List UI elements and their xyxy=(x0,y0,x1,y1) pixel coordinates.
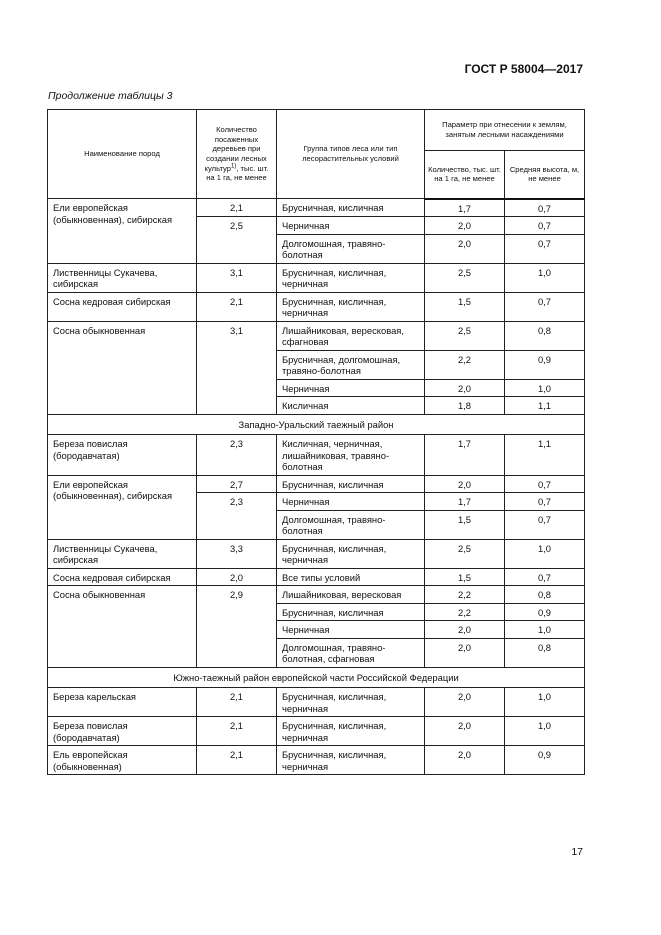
species-cell: Сосна обыкновенная xyxy=(48,321,197,414)
forest-type-cell: Брусничная, кисличная, черничная xyxy=(277,263,425,292)
region-row xyxy=(48,414,585,435)
qty-cell: 2,2 xyxy=(425,586,505,604)
qty-cell: 2,0 xyxy=(425,475,505,493)
height-cell: 0,8 xyxy=(505,638,585,667)
header-param-height: Средняя высота, м, не менее xyxy=(505,151,585,199)
header-count-unit: , тыс. шт. на 1 га, не менее xyxy=(206,163,269,183)
table-row xyxy=(48,292,585,321)
forest-type-cell: Лишайниковая, вересковая xyxy=(277,586,425,604)
forest-type-cell: Все типы условий xyxy=(277,568,425,586)
footnote-marker: 1) xyxy=(230,163,237,170)
species-cell: Лиственницы Сукачева, сибирская xyxy=(48,539,197,568)
table-body xyxy=(48,199,585,775)
forest-type-cell: Брусничная, кисличная, черничная xyxy=(277,539,425,568)
forest-type-cell: Брусничная, кисличная xyxy=(277,603,425,621)
qty-cell: 1,8 xyxy=(425,397,505,415)
count-cell: 2,1 xyxy=(197,292,277,321)
header-species: Наименование пород xyxy=(48,110,197,199)
species-cell: Береза карельская xyxy=(48,688,197,717)
qty-cell: 2,2 xyxy=(425,603,505,621)
forest-type-cell: Брусничная, кисличная, черничная xyxy=(277,688,425,717)
species-table xyxy=(47,109,585,775)
qty-cell: 2,0 xyxy=(425,621,505,639)
qty-cell: 2,5 xyxy=(425,263,505,292)
height-cell: 0,7 xyxy=(505,510,585,539)
page-number: 17 xyxy=(571,846,583,858)
table-caption: Продолжение таблицы 3 xyxy=(48,90,173,102)
table-row xyxy=(48,688,585,717)
count-cell: 2,1 xyxy=(197,199,277,217)
height-cell: 0,7 xyxy=(505,234,585,263)
table-row xyxy=(48,199,585,217)
height-cell: 0,7 xyxy=(505,475,585,493)
height-cell: 0,8 xyxy=(505,321,585,350)
qty-cell: 1,7 xyxy=(425,435,505,476)
qty-cell: 2,0 xyxy=(425,638,505,667)
forest-type-cell: Черничная xyxy=(277,217,425,235)
qty-cell: 1,5 xyxy=(425,510,505,539)
forest-type-cell: Кисличная xyxy=(277,397,425,415)
height-cell: 0,7 xyxy=(505,292,585,321)
count-cell: 2,3 xyxy=(197,493,277,540)
count-cell: 2,5 xyxy=(197,217,277,264)
height-cell: 1,0 xyxy=(505,621,585,639)
count-cell: 3,3 xyxy=(197,539,277,568)
qty-cell: 2,0 xyxy=(425,379,505,397)
height-cell: 0,9 xyxy=(505,746,585,775)
height-cell: 0,9 xyxy=(505,603,585,621)
count-cell: 2,1 xyxy=(197,688,277,717)
table-row xyxy=(48,586,585,604)
standard-number: ГОСТ Р 58004—2017 xyxy=(464,62,583,76)
table-row xyxy=(48,539,585,568)
height-cell: 0,7 xyxy=(505,493,585,511)
qty-cell: 2,5 xyxy=(425,321,505,350)
qty-cell: 2,0 xyxy=(425,688,505,717)
forest-type-cell: Брусничная, долгомошная, травяно-болотная xyxy=(277,350,425,379)
species-cell: Ели европейская (обыкновенная), сибирская xyxy=(48,475,197,539)
table-row xyxy=(48,746,585,775)
qty-cell: 2,0 xyxy=(425,717,505,746)
height-cell: 1,0 xyxy=(505,263,585,292)
qty-cell: 1,5 xyxy=(425,568,505,586)
table-row xyxy=(48,568,585,586)
forest-type-cell: Лишайниковая, вересковая, сфагновая xyxy=(277,321,425,350)
height-cell: 0,7 xyxy=(505,568,585,586)
header-count-text: Количество посаженных деревьев при создании лесных культур xyxy=(204,125,267,173)
table-row xyxy=(48,321,585,350)
header-count xyxy=(197,110,277,199)
count-cell: 2,1 xyxy=(197,717,277,746)
count-cell: 2,7 xyxy=(197,475,277,493)
forest-type-cell: Долгомошная, травяно-болотная xyxy=(277,234,425,263)
species-cell: Лиственницы Сукачева, сибирская xyxy=(48,263,197,292)
region-row xyxy=(48,667,585,688)
height-cell: 1,0 xyxy=(505,539,585,568)
forest-type-cell: Кисличная, черничная, лишайниковая, травяно-болотная xyxy=(277,435,425,476)
qty-cell: 2,2 xyxy=(425,350,505,379)
height-cell: 1,0 xyxy=(505,717,585,746)
species-cell: Сосна кедровая сибирская xyxy=(48,568,197,586)
forest-type-cell: Брусничная, кисличная xyxy=(277,475,425,493)
height-cell: 1,1 xyxy=(505,435,585,476)
count-cell: 3,1 xyxy=(197,263,277,292)
forest-type-cell: Черничная xyxy=(277,379,425,397)
qty-cell: 2,0 xyxy=(425,746,505,775)
region-title: Южно-таежный район европейской части Российской Федерации xyxy=(48,667,585,688)
height-cell: 0,9 xyxy=(505,350,585,379)
forest-type-cell: Брусничная, кисличная xyxy=(277,199,425,217)
height-cell: 1,0 xyxy=(505,379,585,397)
table-row xyxy=(48,263,585,292)
species-cell: Сосна кедровая сибирская xyxy=(48,292,197,321)
species-cell: Береза повислая (бородавчатая) xyxy=(48,717,197,746)
qty-cell: 2,0 xyxy=(425,217,505,235)
forest-type-cell: Черничная xyxy=(277,493,425,511)
forest-type-cell: Брусничная, кисличная, черничная xyxy=(277,746,425,775)
qty-cell: 1,7 xyxy=(425,493,505,511)
table-row xyxy=(48,435,585,476)
forest-type-cell: Брусничная, кисличная, черничная xyxy=(277,717,425,746)
header-param: Параметр при отнесении к землям, занятым лесными насаждениями xyxy=(425,110,585,151)
qty-cell: 2,5 xyxy=(425,539,505,568)
forest-type-cell: Черничная xyxy=(277,621,425,639)
count-cell: 2,9 xyxy=(197,586,277,668)
height-cell: 1,0 xyxy=(505,688,585,717)
header-group: Группа типов леса или тип лесорастительных условий xyxy=(277,110,425,199)
count-cell: 2,0 xyxy=(197,568,277,586)
table-row xyxy=(48,475,585,493)
species-cell: Береза повислая (бородавчатая) xyxy=(48,435,197,476)
count-cell: 2,3 xyxy=(197,435,277,476)
height-cell: 1,1 xyxy=(505,397,585,415)
table-row xyxy=(48,717,585,746)
height-cell: 0,8 xyxy=(505,586,585,604)
qty-cell: 1,5 xyxy=(425,292,505,321)
count-cell: 2,1 xyxy=(197,746,277,775)
header-param-qty: Количество, тыс. шт. на 1 га, не менее xyxy=(425,151,505,199)
forest-type-cell: Долгомошная, травяно-болотная xyxy=(277,510,425,539)
table-header xyxy=(48,110,585,199)
forest-type-cell: Долгомошная, травяно-болотная, сфагновая xyxy=(277,638,425,667)
qty-cell: 1,7 xyxy=(425,199,505,217)
region-title: Западно-Уральский таежный район xyxy=(48,414,585,435)
height-cell: 0,7 xyxy=(505,199,585,217)
species-cell: Ель европейская (обыкновенная) xyxy=(48,746,197,775)
count-cell: 3,1 xyxy=(197,321,277,414)
qty-cell: 2,0 xyxy=(425,234,505,263)
height-cell: 0,7 xyxy=(505,217,585,235)
species-cell: Ели европейская (обыкновенная), сибирская xyxy=(48,199,197,264)
species-cell: Сосна обыкновенная xyxy=(48,586,197,668)
forest-type-cell: Брусничная, кисличная, черничная xyxy=(277,292,425,321)
